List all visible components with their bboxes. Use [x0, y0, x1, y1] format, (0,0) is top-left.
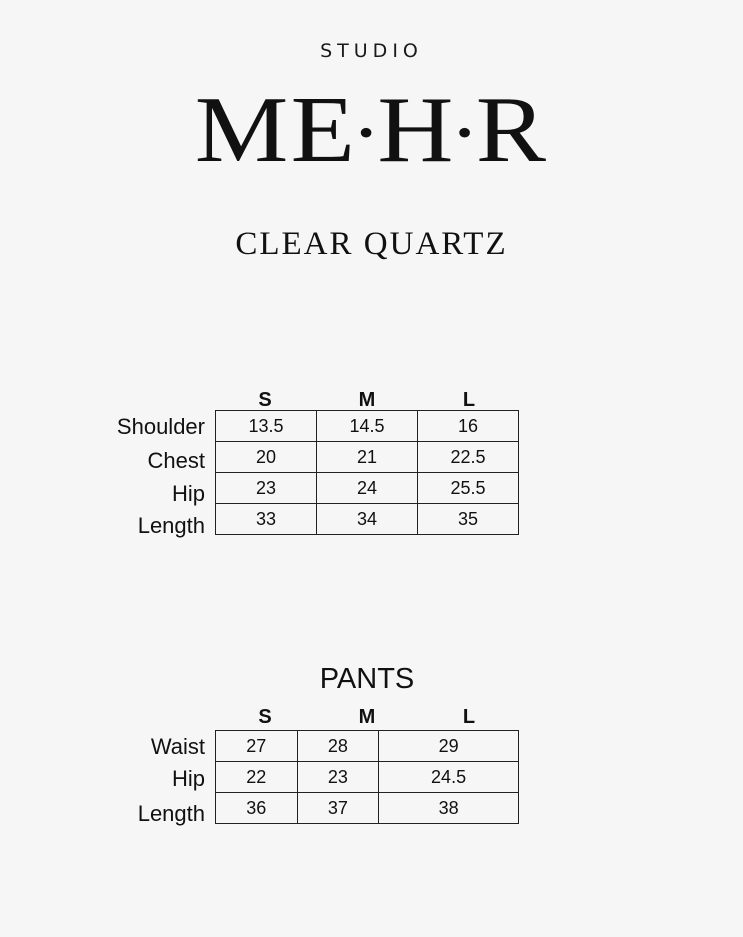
product-title: CLEAR QUARTZ	[235, 226, 508, 262]
top-row-label-length: Length	[137, 513, 205, 538]
top-col-header-s: S	[258, 389, 272, 411]
table-cell: 22	[216, 762, 298, 793]
pants-row-label-hip: Hip	[171, 766, 205, 791]
table-cell: 27	[216, 731, 298, 762]
table-cell: 29	[379, 731, 519, 762]
logo-part-me: ME	[194, 78, 358, 182]
pants-col-header-m: M	[358, 706, 376, 728]
table-cell: 24.5	[379, 762, 519, 793]
table-row	[216, 473, 519, 504]
table-cell: 14.5	[317, 411, 418, 442]
table-cell: 13.5	[216, 411, 317, 442]
table-row	[216, 504, 519, 535]
table-cell: 16	[418, 411, 519, 442]
table-cell: 33	[216, 504, 317, 535]
table-cell: 24	[317, 473, 418, 504]
pants-col-header-l: L	[462, 706, 476, 728]
logo-part-r: R	[475, 78, 549, 182]
top-grid	[215, 410, 519, 535]
top-col-header-m: M	[358, 389, 376, 411]
table-cell: 37	[297, 793, 379, 824]
pants-section-title: PANTS	[319, 663, 415, 695]
table-row	[216, 793, 519, 824]
logo-dot-left: •	[358, 110, 377, 156]
table-cell: 25.5	[418, 473, 519, 504]
pants-grid	[215, 730, 519, 824]
table-cell: 23	[297, 762, 379, 793]
brand-logo	[0, 80, 743, 189]
top-col-header-l: L	[462, 389, 476, 411]
logo-part-h: H	[377, 78, 456, 182]
table-cell: 23	[216, 473, 317, 504]
top-row-label-shoulder: Shoulder	[116, 414, 205, 439]
table-cell: 36	[216, 793, 298, 824]
table-cell: 35	[418, 504, 519, 535]
table-cell: 28	[297, 731, 379, 762]
top-row-label-hip: Hip	[171, 481, 205, 506]
table-cell: 22.5	[418, 442, 519, 473]
table-cell: 20	[216, 442, 317, 473]
pants-col-header-s: S	[258, 706, 272, 728]
table-cell: 34	[317, 504, 418, 535]
table-cell: 38	[379, 793, 519, 824]
top-row-label-chest: Chest	[147, 448, 205, 473]
table-row	[216, 762, 519, 793]
pants-row-label-length: Length	[137, 801, 205, 826]
table-cell: 21	[317, 442, 418, 473]
table-row	[216, 411, 519, 442]
pants-row-label-waist: Waist	[150, 734, 205, 759]
table-row	[216, 731, 519, 762]
studio-label: STUDIO	[320, 40, 423, 62]
logo-dot-right: •	[456, 110, 475, 156]
table-row	[216, 442, 519, 473]
